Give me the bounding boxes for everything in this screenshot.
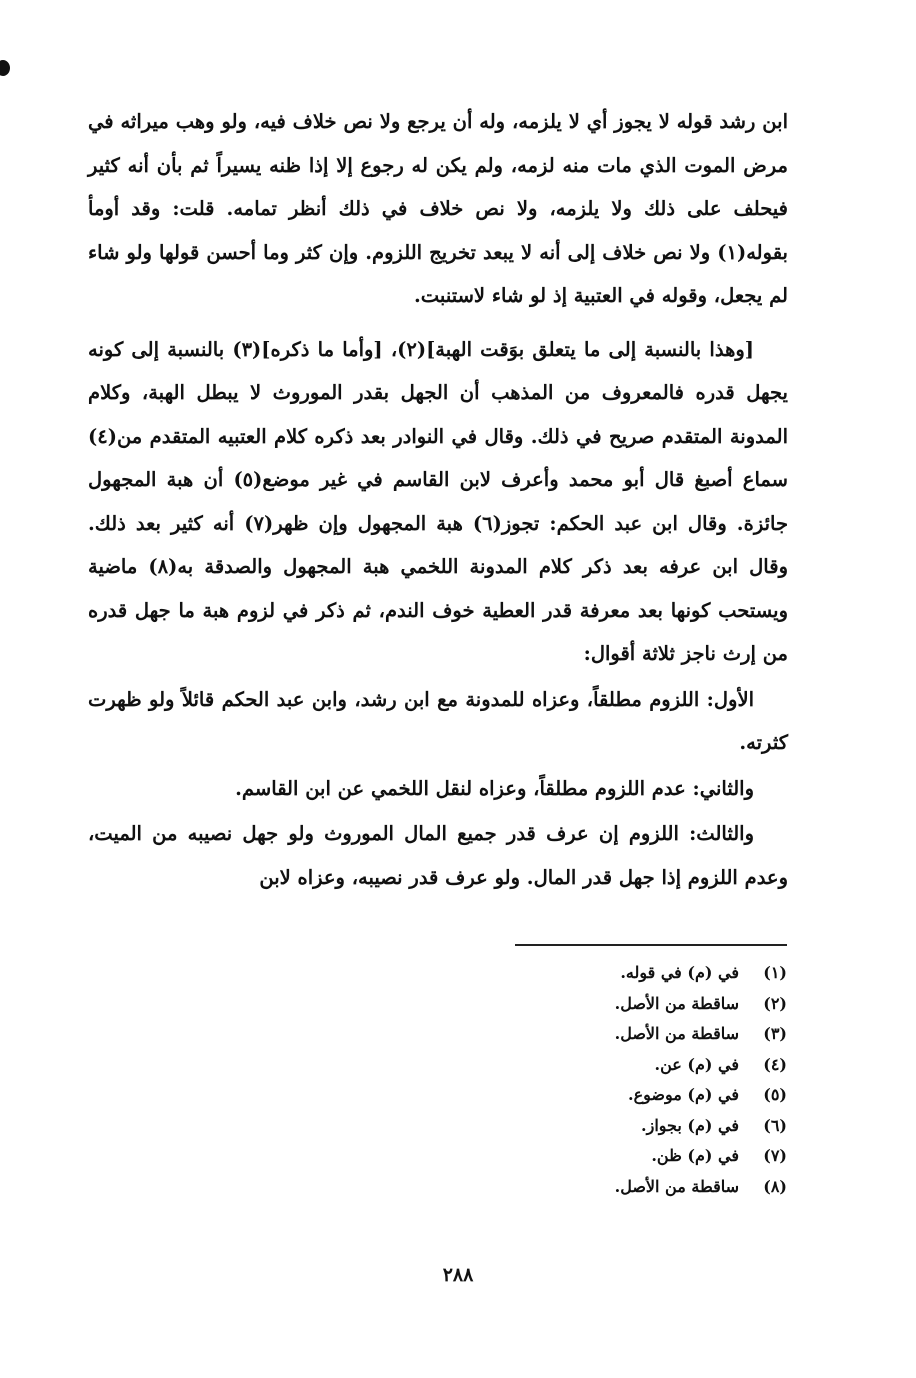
footnote-item xyxy=(300,1050,787,1081)
footnote-number: (٤) xyxy=(763,1054,787,1074)
footnote-text: في (م) عن. xyxy=(654,1054,739,1074)
footnote-item xyxy=(300,1141,787,1172)
footnote-item xyxy=(300,958,787,989)
footnote-divider xyxy=(515,944,787,946)
footnote-text: في (م) في قوله. xyxy=(620,963,739,982)
footnote-text: ساقطة من الأصل. xyxy=(614,993,739,1013)
footnote-number: (٢) xyxy=(763,993,787,1013)
footnotes-list xyxy=(300,958,787,1202)
paragraph-3: الأول: اللزوم مطلقاً، وعزاه للمدونة مع ابن رشد، وابن عبد الحكم قائلاً ولو ظهرت كثرته. xyxy=(88,687,788,754)
footnote-item xyxy=(300,1172,787,1203)
footnote-number: (٣) xyxy=(763,1024,787,1043)
paragraph-1: ابن رشد قوله لا يجوز أي لا يلزمه، وله أن يرجع ولا نص خلاف فيه، ولو وهب ميراثه في مرض الموت الذي مات منه لزمه، ولم يكن له رجوع إلا إذا ظنه يسيراً ثم بأن أنه كثير فيحلف على ذلك ولا يلزمه، ولا نص خلاف في ذلك أنظر تمامه. قلت: وقد أومأ بقوله(١) ولا نص خلاف إلى أنه لا يبعد تخريج اللزوم. وإن كثر وما أحسن قولها ولو شاء لم يجعل، وقوله في العتبية إذ لو شاء لاستنبت. xyxy=(88,110,788,307)
footnote-item xyxy=(300,1019,787,1050)
page-number: ٢٨٨ xyxy=(442,1264,474,1286)
footnote-number: (٨) xyxy=(763,1176,787,1196)
footnote-number: (٥) xyxy=(763,1085,787,1104)
footnote-text: في (م) موضوع. xyxy=(628,1085,739,1104)
scan-edge-mark xyxy=(0,60,10,76)
paragraph-5: والثالث: اللزوم إن عرف قدر جميع المال الموروث ولو جهل نصيبه من الميت، وعدم اللزوم إذا جهل قدر المال. ولو عرف قدر نصيبه، وعزاه لابن xyxy=(88,822,788,889)
footnote-text: ساقطة من الأصل. xyxy=(614,1176,739,1196)
main-text xyxy=(88,100,788,899)
paragraph-4: والثاني: عدم اللزوم مطلقاً، وعزاه لنقل اللخمي عن ابن القاسم. xyxy=(235,776,754,800)
footnote-number: (١) xyxy=(763,963,787,982)
footnote-text: في (م) ظن. xyxy=(651,1146,739,1165)
paragraph-2: [وهذا بالنسبة إلى ما يتعلق بوَقت الهبة](٢)، [وأما ما ذكره](٣) بالنسبة إلى كونه يجهل قدره فالمعروف من المذهب أن الجهل بقدر الموروث لا يبطل الهبة، وكلام المدونة المتقدم صريح في ذلك. وقال في النوادر بعد ذكره كلام العتبيه المتقدم من(٤) سماع أصبغ قال أبو محمد وأعرف لابن القاسم في غير موضع(٥) أن هبة المجهول جائزة. وقال ابن عبد الحكم: تجوز(٦) هبة المجهول وإن ظهر(٧) أنه كثير بعد ذلك. وقال ابن عرفه بعد ذكر كلام المدونة اللخمي هبة المجهول والصدقة به(٨) ماضية ويستحب كونها بعد معرفة قدر العطية خوف الندم، ثم ذكر في لزوم هبة ما جهل قدره من إرث ناجز ثلاثة أقوال: xyxy=(88,337,788,665)
footnote-number: (٧) xyxy=(763,1146,787,1165)
footnote-item xyxy=(300,1111,787,1142)
footnote-text: ساقطة من الأصل. xyxy=(614,1024,739,1043)
footnote-number: (٦) xyxy=(763,1115,787,1135)
footnote-item xyxy=(300,989,787,1020)
footnote-text: في (م) بجواز. xyxy=(641,1115,739,1135)
footnote-item xyxy=(300,1080,787,1111)
